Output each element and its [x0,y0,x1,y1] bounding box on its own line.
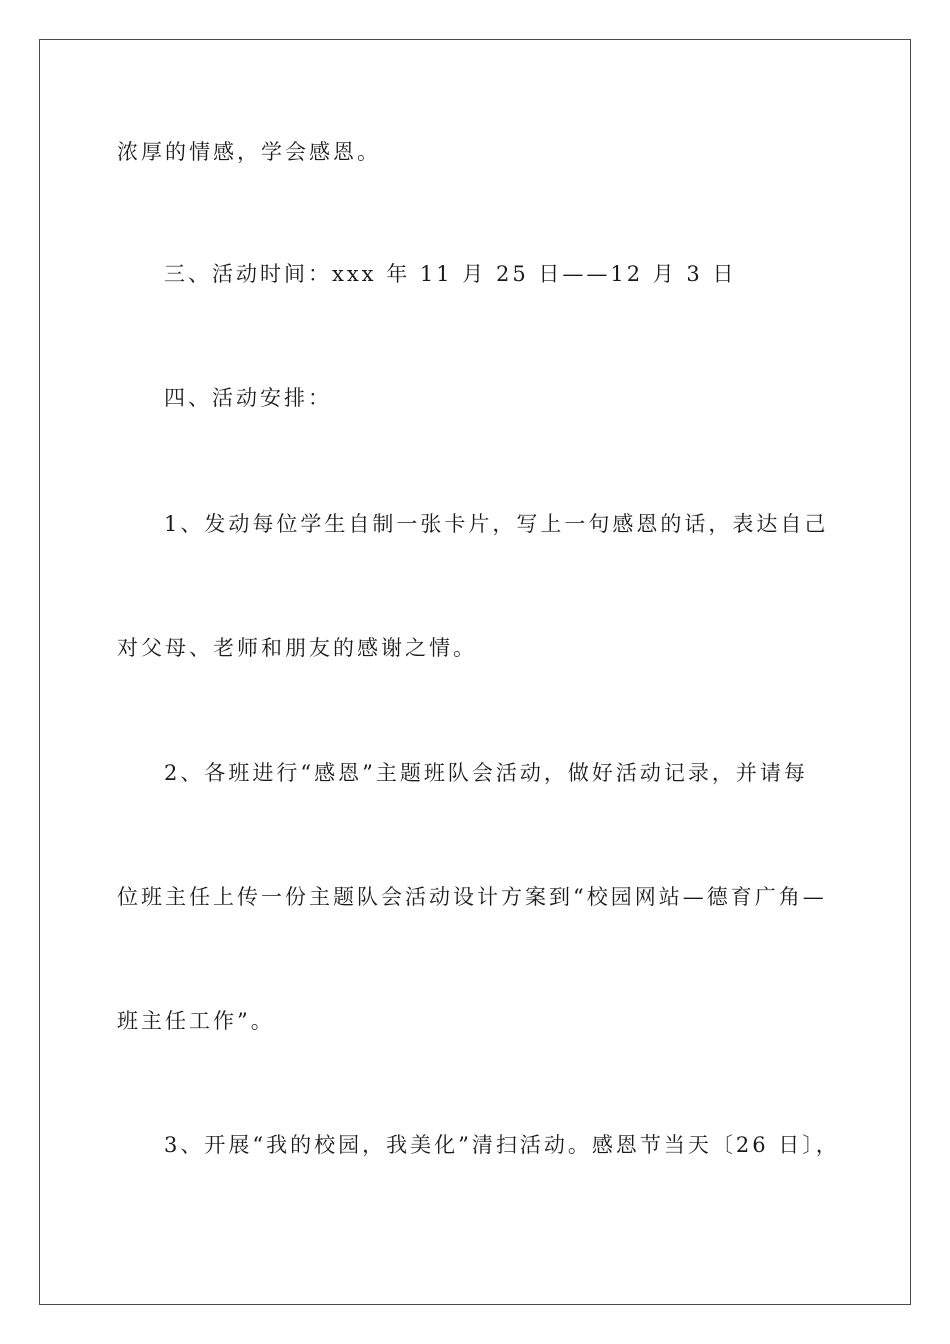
paragraph-line: 浓厚的情感，学会感恩。 [117,140,381,164]
paragraph-line: 班主任工作”。 [117,1009,275,1033]
section-heading-activity-arrangement: 四、活动安排： [164,386,332,410]
paragraph-line: 对父母、老师和朋友的感谢之情。 [117,636,477,660]
paragraph-line: 2、各班进行“感恩”主题班队会活动，做好活动记录，并请每 [164,761,808,785]
paragraph-line: 1、发动每位学生自制一张卡片，写上一句感恩的话，表达自己 [164,512,829,536]
paragraph-line: 3、开展“我的校园，我美化”清扫活动。感恩节当天〔26 日〕， [164,1133,840,1157]
page-border [39,39,911,1305]
section-heading-activity-time: 三、活动时间：xxx 年 11 月 25 日——12 月 3 日 [164,262,737,286]
paragraph-line: 位班主任上传一份主题队会活动设计方案到“校园网站—德育广角— [117,885,827,909]
